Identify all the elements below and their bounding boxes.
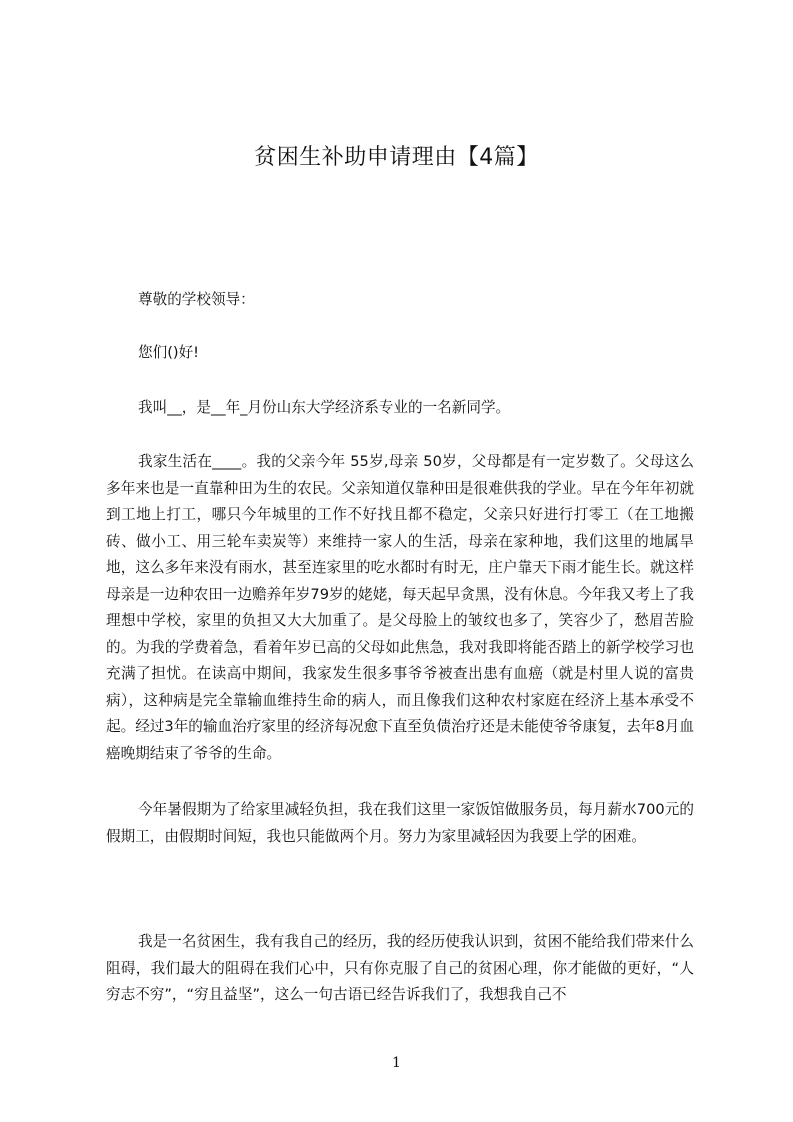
intro-line: 我叫__，是__年_月份山东大学经济系专业的一名新同学。 (138, 399, 511, 416)
salutation: 尊敬的学校领导： (138, 291, 255, 308)
paragraph-reflection: 我是一名贫困生，我有我自己的经历，我的经历使我认识到，贫困不能给我们带来什么阻碍，我们最大的阻碍在我们心中，只有你克服了自己的贫困心理，你才能做的更好，“人穷志不穷”，“穷且益坚”，这么一句古语已经告诉我们了，我想我自己不 (106, 933, 694, 1003)
paragraph-family-situation: 我家生活在____。我的父亲今年 55岁,母亲 50岁，父母都是有一定岁数了。父母这么多年来也是一直靠种田为生的农民。父亲知道仅靠种田是很难供我的学业。早在今年年初就到工地上打工，哪只今年城里的工作不好找且都不稳定，父亲只好进行打零工（在工地搬砖、做小工、用三轮车卖炭等）来维持一家人的生活，母亲在家种地，我们这里的地属旱地，这么多年来没有雨水，甚至连家里的吃水都时有时无，庄户靠天下雨才能生长。就这样母亲是一边种农田一边赡养年岁79岁的姥姥，每天起早贪黑，没有休息。今年我又考上了我理想中学校，家里的负担又大大加重了。是父母脸上的皱纹也多了，笑容少了，愁眉苦脸的。为我的学费着急，看着年岁已高的父母如此焦急，我对我即将能否踏上的新学校学习也充满了担忧。在读高中期间，我家发生很多事爷爷被查出患有血癌（就是村里人说的富贵病），这种病是完全靠输血维持生命的病人，而且像我们这种农村家庭在经济上基本承受不起。经过3年的输血治疗家里的经济每况愈下直至负债治疗还是未能使爷爷康复，去年8月血癌晚期结束了爷爷的生命。 (106, 453, 694, 762)
paragraph-summer-job: 今年暑假期为了给家里减轻负担，我在我们这里一家饭馆做服务员，每月薪水700元的假期工，由假期时间短，我也只能做两个月。努力为家里减轻因为我要上学的困难。 (106, 801, 694, 845)
greeting-line: 您们()好! (138, 344, 200, 361)
page-number: 1 (392, 1055, 401, 1071)
document-title: 贫困生补助申请理由【4篇】 (254, 145, 539, 170)
